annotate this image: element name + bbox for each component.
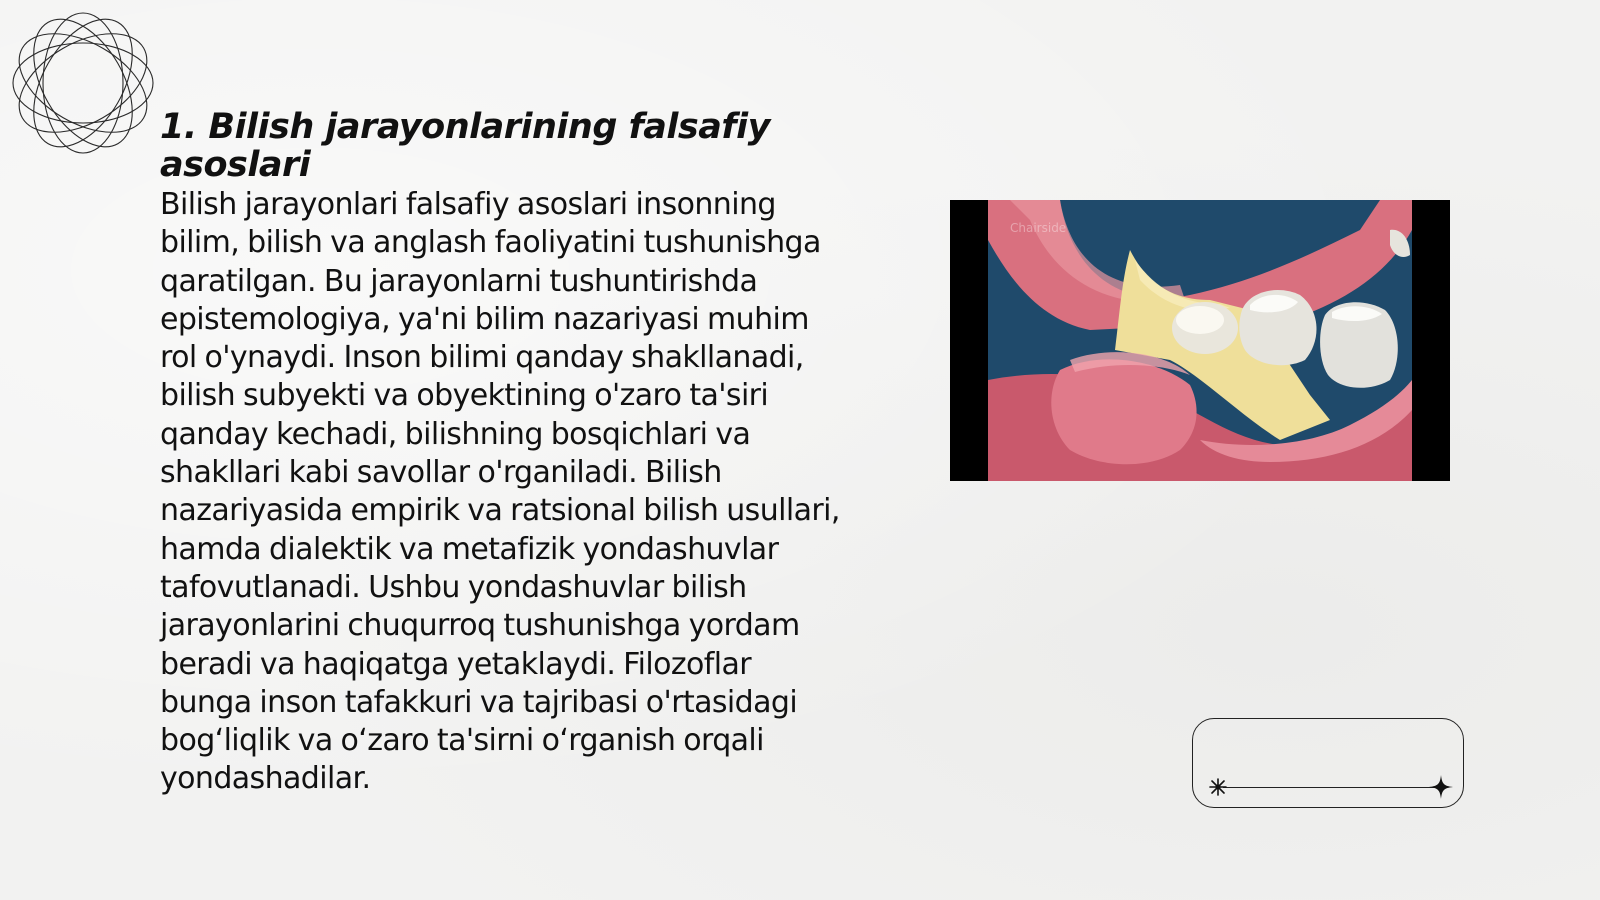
nav-decoration-box (1192, 718, 1464, 808)
decorative-circles-icon (8, 8, 158, 158)
embedded-video[interactable] (950, 200, 1450, 481)
slide-title: 1. Bilish jarayonlarining falsafiy asoslari (160, 107, 770, 185)
video-watermark: Chairside (1010, 221, 1067, 235)
sparkle-icon (1207, 776, 1229, 798)
video-thumbnail-image (950, 200, 1450, 481)
nav-line (1223, 787, 1441, 788)
slide-body-text: Bilish jarayonlari falsafiy asoslari insonning bilim, bilish va anglash faoliyatini tushunishga qaratilgan. Bu jarayonlarni tushuntirishda epistemologiya, ya'ni bilim nazariyasi muhim rol o'ynaydi. Inson bilimi qanday shakllanadi, bilish subyekti va obyektining o'zaro ta'siri qanday kechadi, bilishning bosqichlari va shakllari kabi savollar o'rganiladi. Bilish nazariyasida empirik va ratsional bilish usullari, hamda dialektik va metafizik yondashuvlar tafovutlanadi. Ushbu yondashuvlar bilish jarayonlarini chuqurroq tushunishga yordam beradi va haqiqatga yetaklaydi. Filozoflar bunga inson tafakkuri va tajribasi o'rtasidagi bog‘liqlik va o‘zaro ta'sirni o‘rganish orqali yondashadilar. (160, 187, 840, 797)
star-cross-icon (1428, 774, 1454, 800)
